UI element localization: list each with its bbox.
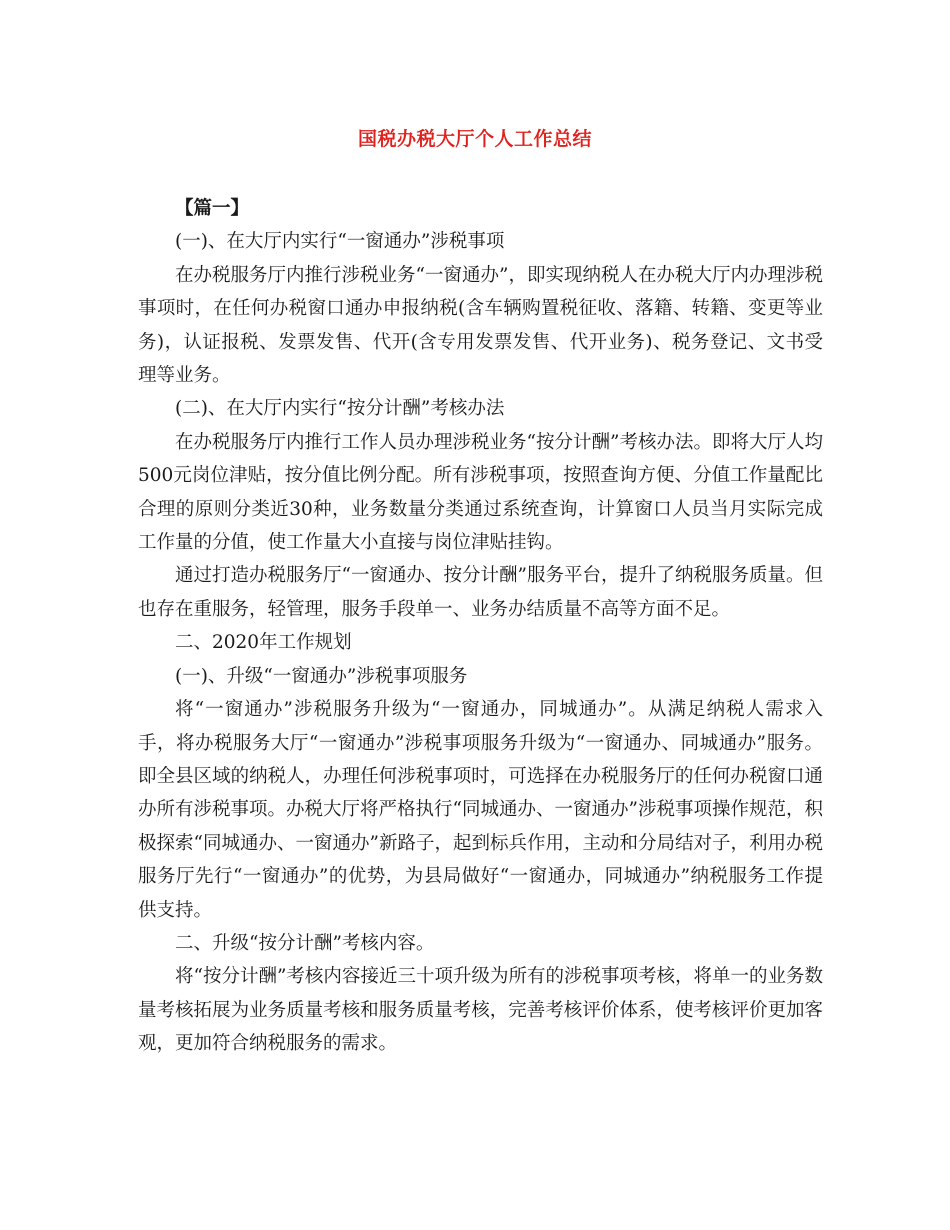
document-title: 国税办税大厅个人工作总结 (357, 128, 592, 150)
subheading-upgrade-assessment: 二、升级“按分计酬”考核内容。 (175, 932, 435, 954)
paragraph-upgrade-one-window: 将“一窗通办”涉税服务升级为“一窗通办，同城通办”。从满足纳税人需求入手，将办税服务大厅“一窗通办”涉税事项服务升级为“一窗通办、同城通办”服务。即全县区域的纳税人，办理任何涉税事项时，可选择在办税服务厅的任何办税窗口通办所有涉税事项。办税大厅将严格执行“同城通办、一窗通办”涉税事项操作规范，积极探索“同城通办、一窗通办”新路子，起到标兵作用，主动和分局结对子，利用办税服务厅先行“一窗通办”的优势，为县局做好“一窗通办，同城通办”纳税服务工作提供支持。 (138, 699, 823, 921)
subheading-one-window: (一)、在大厅内实行“一窗通办”涉税事项 (175, 231, 505, 253)
paragraph-one-window: 在办税服务厅内推行涉税业务“一窗通办”，即实现纳税人在办税大厅内办理涉税事项时，在任何办税窗口通办申报纳税(含车辆购置税征收、落籍、转籍、变更等业务)，认证报税、发票发售、代开(含专用发票发售、代开业务)、税务登记、文书受理等业务。 (138, 264, 823, 387)
heading-2020-plan: 二、2020年工作规划 (175, 632, 352, 654)
paragraph-summary: 通过打造办税服务厅“一窗通办、按分计酬”服务平台，提升了纳税服务质量。但也存在重服务，轻管理，服务手段单一、业务办结质量不高等方面不足。 (138, 565, 823, 620)
subheading-upgrade-one-window: (一)、升级“一窗通办”涉税事项服务 (175, 665, 468, 687)
paragraph-pay-by-score: 在办税服务厅内推行工作人员办理涉税业务“按分计酬”考核办法。即将大厅人均500元岗位津贴，按分值比例分配。所有涉税事项，按照查询方便、分值工作量配比合理的原则分类近30种，业务数量分类通过系统查询，计算窗口人员当月实际完成工作量的分值，使工作量大小直接与岗位津贴挂钩。 (138, 431, 823, 554)
section-marker: 【篇一】 (175, 198, 250, 219)
paragraph-upgrade-assessment: 将“按分计酬”考核内容接近三十项升级为所有的涉税事项考核，将单一的业务数量考核拓展为业务质量考核和服务质量考核，完善考核评价体系，使考核评价更加客观，更加符合纳税服务的需求。 (138, 966, 823, 1055)
document-body (138, 192, 823, 1061)
subheading-pay-by-score: (二)、在大厅内实行“按分计酬”考核办法 (175, 398, 505, 420)
